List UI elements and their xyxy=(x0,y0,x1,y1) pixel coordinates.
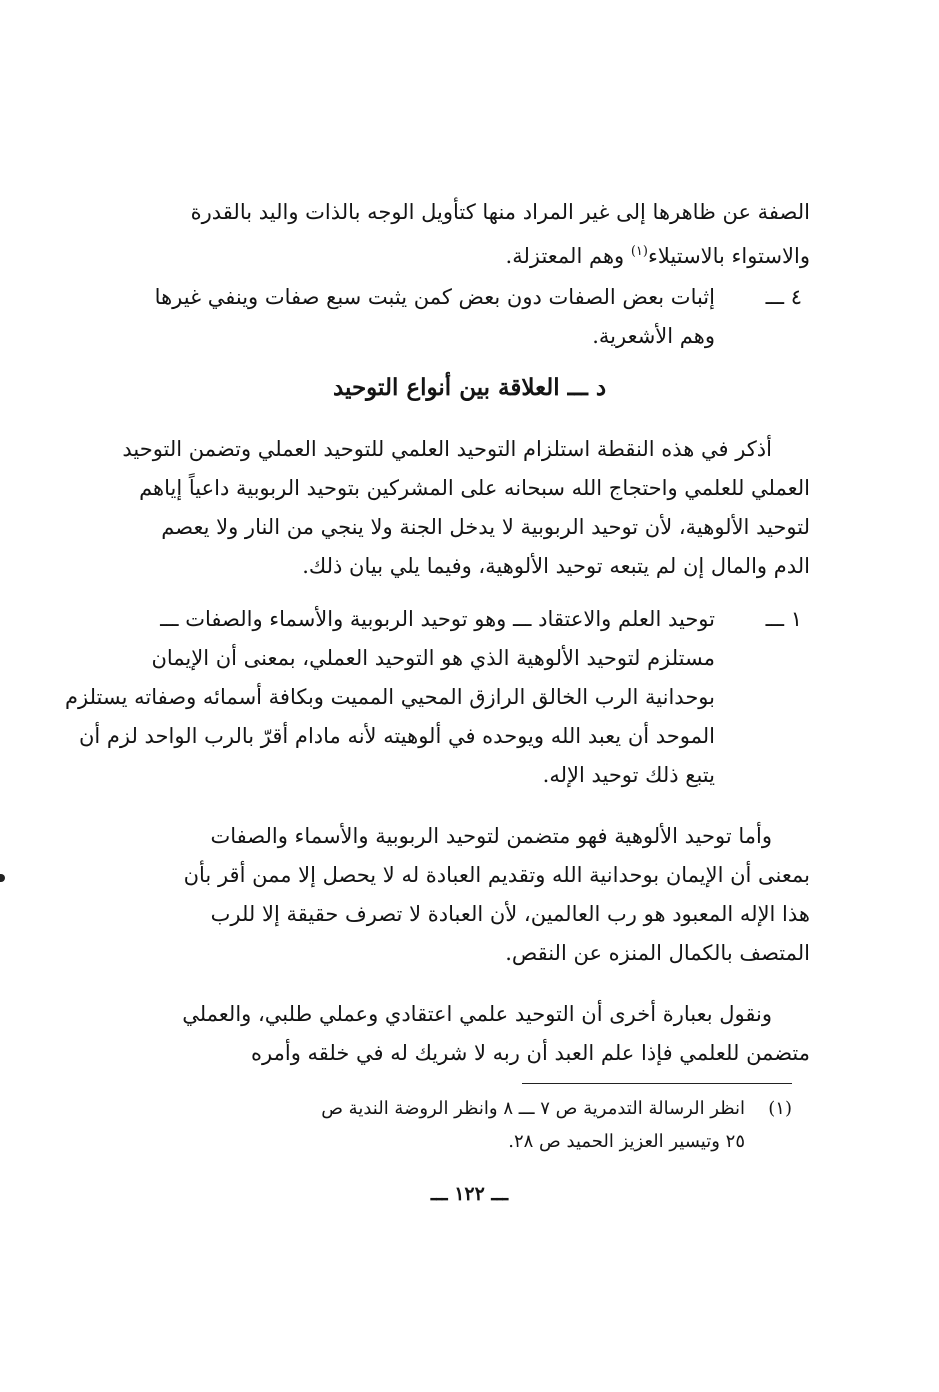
text-line: العملي للعلمي واحتجاج الله سبحانه على المشركين بتوحيد الربوبية داعياً إياهم xyxy=(139,476,810,500)
text-line: هذا الإله المعبود هو رب العالمين، لأن العبادة لا تصرف حقيقة إلا للرب xyxy=(210,902,810,926)
paragraph xyxy=(120,995,810,1073)
text-line: مستلزم لتوحيد الألوهية الذي هو التوحيد العملي، بمعنى أن الإيمان xyxy=(151,646,715,670)
text-line: توحيد العلم والاعتقاد ـــ وهو توحيد الربوبية والأسماء والصفات ـــ xyxy=(160,607,715,631)
list-item-body xyxy=(65,600,715,795)
paragraph xyxy=(120,430,810,586)
text-line: أذكر في هذه النقطة استلزام التوحيد العلمي للتوحيد العملي وتضمن التوحيد xyxy=(122,437,772,461)
footnote-body xyxy=(130,1092,745,1158)
text-line: إثبات بعض الصفات دون بعض كمن يثبت سبع صفات وينفي غيرها xyxy=(154,285,715,309)
text-line: وهم الأشعرية. xyxy=(592,324,715,348)
text-line: انظر الرسالة التدمرية ص ٧ ـــ ٨ وانظر الروضة الندية ص xyxy=(321,1098,745,1119)
text-line: بمعنى أن الإيمان بوحدانية الله وتقديم العبادة له لا يحصل إلا ممن أقر بأن xyxy=(183,863,810,887)
text-line: المتصف بالكمال المنزه عن النقص. xyxy=(505,941,810,965)
text-line: بوحدانية الرب الخالق الرازق المحيي المميت وبكافة أسمائه وصفاته يستلزم xyxy=(65,685,715,709)
paragraph xyxy=(120,817,810,973)
text-line: ونقول بعبارة أخرى أن التوحيد علمي اعتقادي وعملي طلبي، والعملي xyxy=(182,1002,772,1026)
text-line xyxy=(120,232,810,276)
list-item-4 xyxy=(120,278,810,356)
list-item-number: ١ ـــ xyxy=(765,607,802,631)
text-fragment: والاستواء بالاستيلاء xyxy=(647,244,810,268)
text-fragment: وهم المعتزلة. xyxy=(505,244,631,268)
list-item-body xyxy=(120,278,715,356)
footnote xyxy=(130,1092,800,1158)
text-line: الصفة عن ظاهرها إلى غير المراد منها كتأويل الوجه بالذات واليد بالقدرة xyxy=(190,200,810,224)
page-number: ـــ ١٢٢ ـــ xyxy=(430,1183,509,1205)
list-item-number: ٤ ـــ xyxy=(765,285,802,309)
section-heading: د ـــ العلاقة بين أنواع التوحيد xyxy=(332,374,607,401)
scan-edge-mark xyxy=(0,874,5,882)
footnote-reference: (١) xyxy=(630,244,648,259)
footnote-marker: (١) xyxy=(768,1098,792,1119)
text-line: متضمن للعلمي فإذا علم العبد أن ربه لا شريك له في خلقه وأمره xyxy=(251,1041,810,1065)
text-line: ٢٥ وتيسير العزيز الحميد ص ٢٨. xyxy=(508,1131,745,1152)
list-item-1 xyxy=(65,600,810,795)
continued-text xyxy=(120,193,810,276)
text-line: الموحد أن يعبد الله ويوحده في ألوهيته لأنه مادام أقرّ بالرب الواحد لزم أن xyxy=(78,724,715,748)
text-line: لتوحيد الألوهية، لأن توحيد الربوبية لا يدخل الجنة ولا ينجي من النار ولا يعصم xyxy=(161,515,810,539)
text-line: يتبع ذلك توحيد الإله. xyxy=(542,763,715,787)
text-line: الدم والمال إن لم يتبعه توحيد الألوهية، وفيما يلي بيان ذلك. xyxy=(302,554,810,578)
text-line: وأما توحيد الألوهية فهو متضمن لتوحيد الربوبية والأسماء والصفات xyxy=(210,824,772,848)
footnote-divider xyxy=(522,1083,792,1084)
